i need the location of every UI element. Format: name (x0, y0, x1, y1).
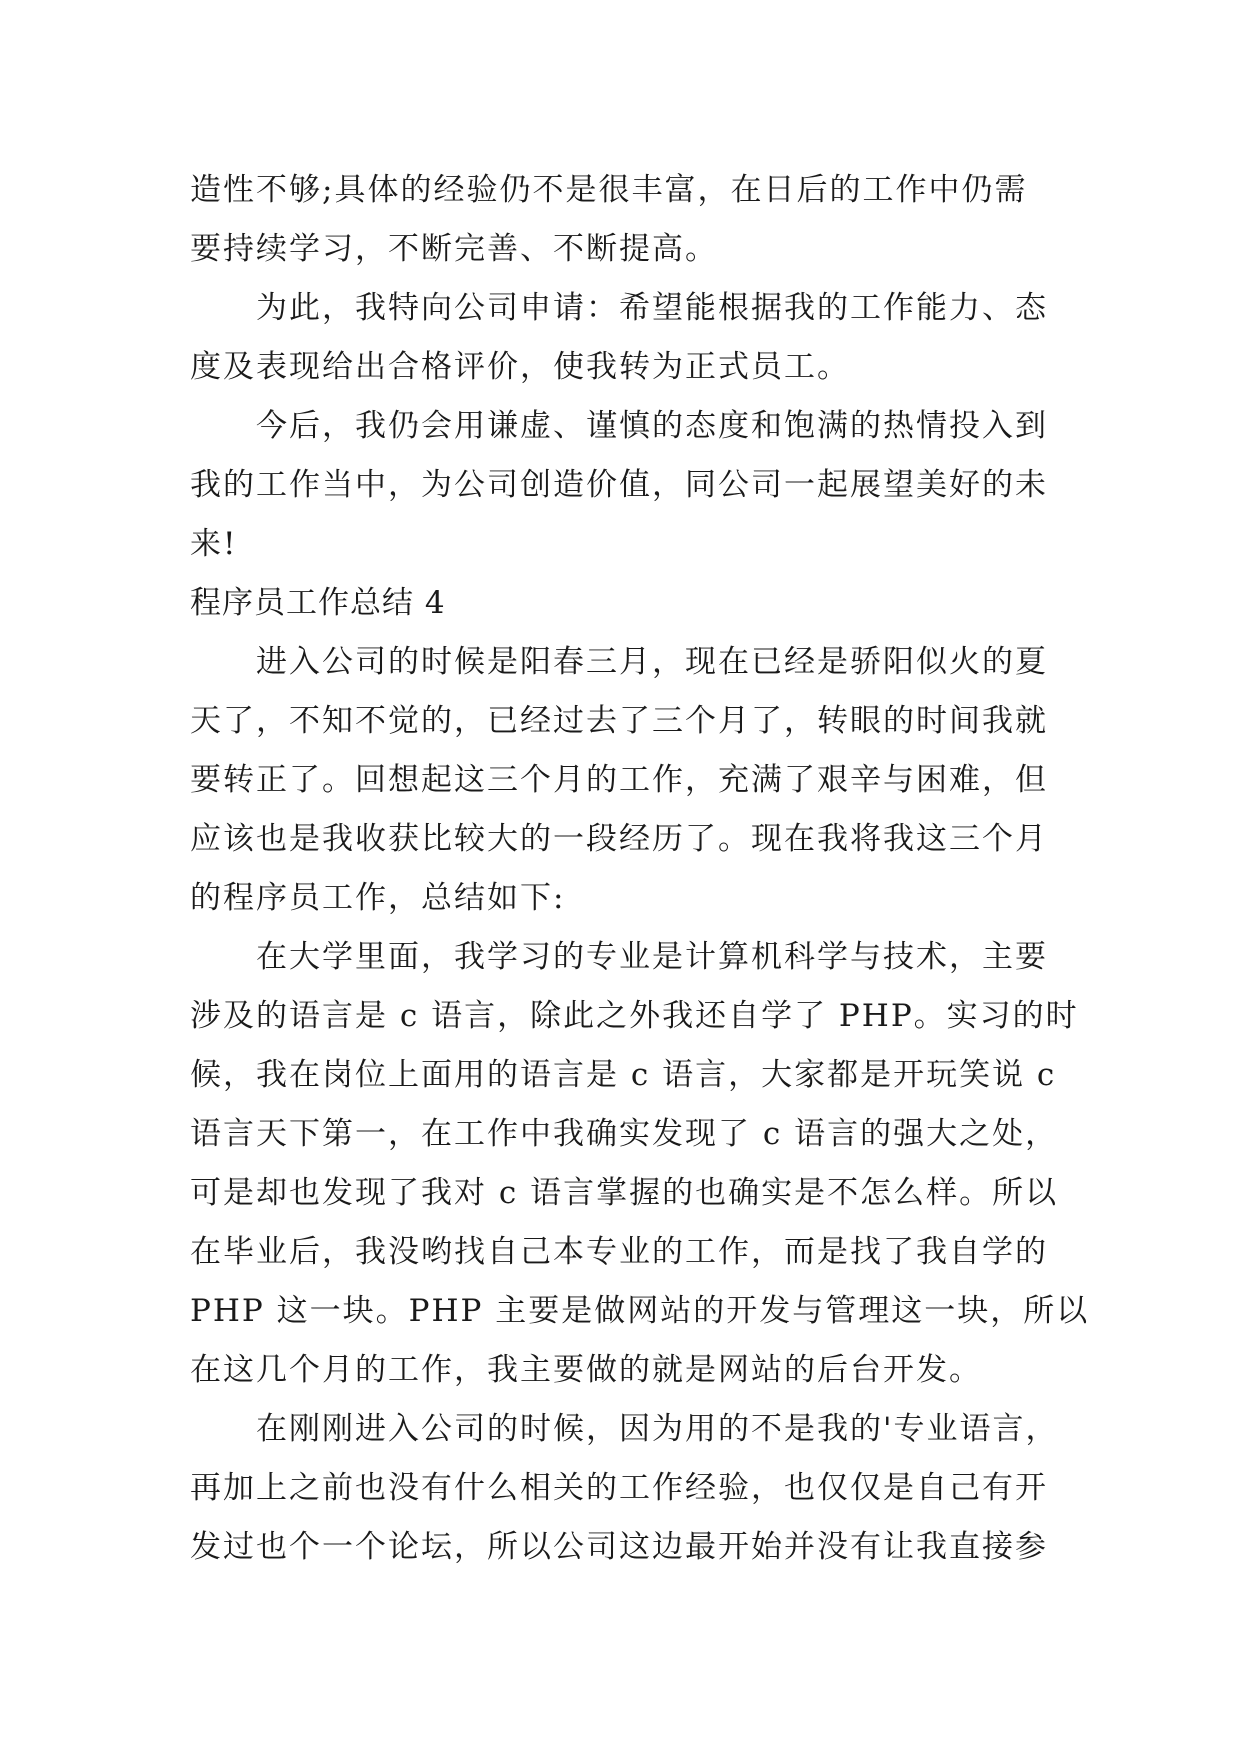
text-line: 我的工作当中，为公司创造价值，同公司一起展望美好的未 (190, 467, 1048, 503)
text-line: 在这几个月的工作，我主要做的就是网站的后台开发。 (190, 1352, 982, 1388)
document-body (190, 161, 1090, 1577)
text-line: 度及表现给出合格评价，使我转为正式员工。 (190, 349, 850, 385)
text-line: 的程序员工作，总结如下: (190, 880, 566, 916)
text-line: 今后，我仍会用谦虚、谨慎的态度和饱满的热情投入到 (256, 408, 1048, 444)
text-line: 在大学里面，我学习的专业是计算机科学与技术，主要 (256, 939, 1048, 975)
text-line: 再加上之前也没有什么相关的工作经验，也仅仅是自己有开 (190, 1470, 1048, 1506)
text-line: 语言天下第一，在工作中我确实发现了 c 语言的强大之处， (190, 1116, 1059, 1152)
text-line: 要持续学习，不断完善、不断提高。 (190, 231, 718, 267)
text-line: 来! (190, 526, 238, 562)
text-line: 在刚刚进入公司的时候，因为用的不是我的'专业语言， (256, 1411, 1059, 1447)
text-line: 应该也是我收获比较大的一段经历了。现在我将我这三个月 (190, 821, 1048, 857)
text-line: 天了，不知不觉的，已经过去了三个月了，转眼的时间我就 (190, 703, 1048, 739)
text-line: 造性不够;具体的经验仍不是很丰富，在日后的工作中仍需 (190, 172, 1028, 208)
text-line: 可是却也发现了我对 c 语言掌握的也确实是不怎么样。所以 (190, 1175, 1059, 1211)
text-line: 为此，我特向公司申请：希望能根据我的工作能力、态 (256, 290, 1048, 326)
text-line: 要转正了。回想起这三个月的工作，充满了艰辛与困难，但 (190, 762, 1048, 798)
section-heading: 程序员工作总结 4 (190, 585, 446, 621)
text-line: 发过也个一个论坛，所以公司这边最开始并没有让我直接参 (190, 1529, 1048, 1565)
text-line: 候，我在岗位上面用的语言是 c 语言，大家都是开玩笑说 c (190, 1057, 1057, 1093)
text-line: 在毕业后，我没哟找自己本专业的工作，而是找了我自学的 (190, 1234, 1048, 1270)
text-line: PHP 这一块。PHP 主要是做网站的开发与管理这一块，所以 (190, 1293, 1090, 1329)
text-line: 涉及的语言是 c 语言，除此之外我还自学了 PHP。实习的时 (190, 998, 1079, 1034)
text-line: 进入公司的时候是阳春三月，现在已经是骄阳似火的夏 (256, 644, 1048, 680)
